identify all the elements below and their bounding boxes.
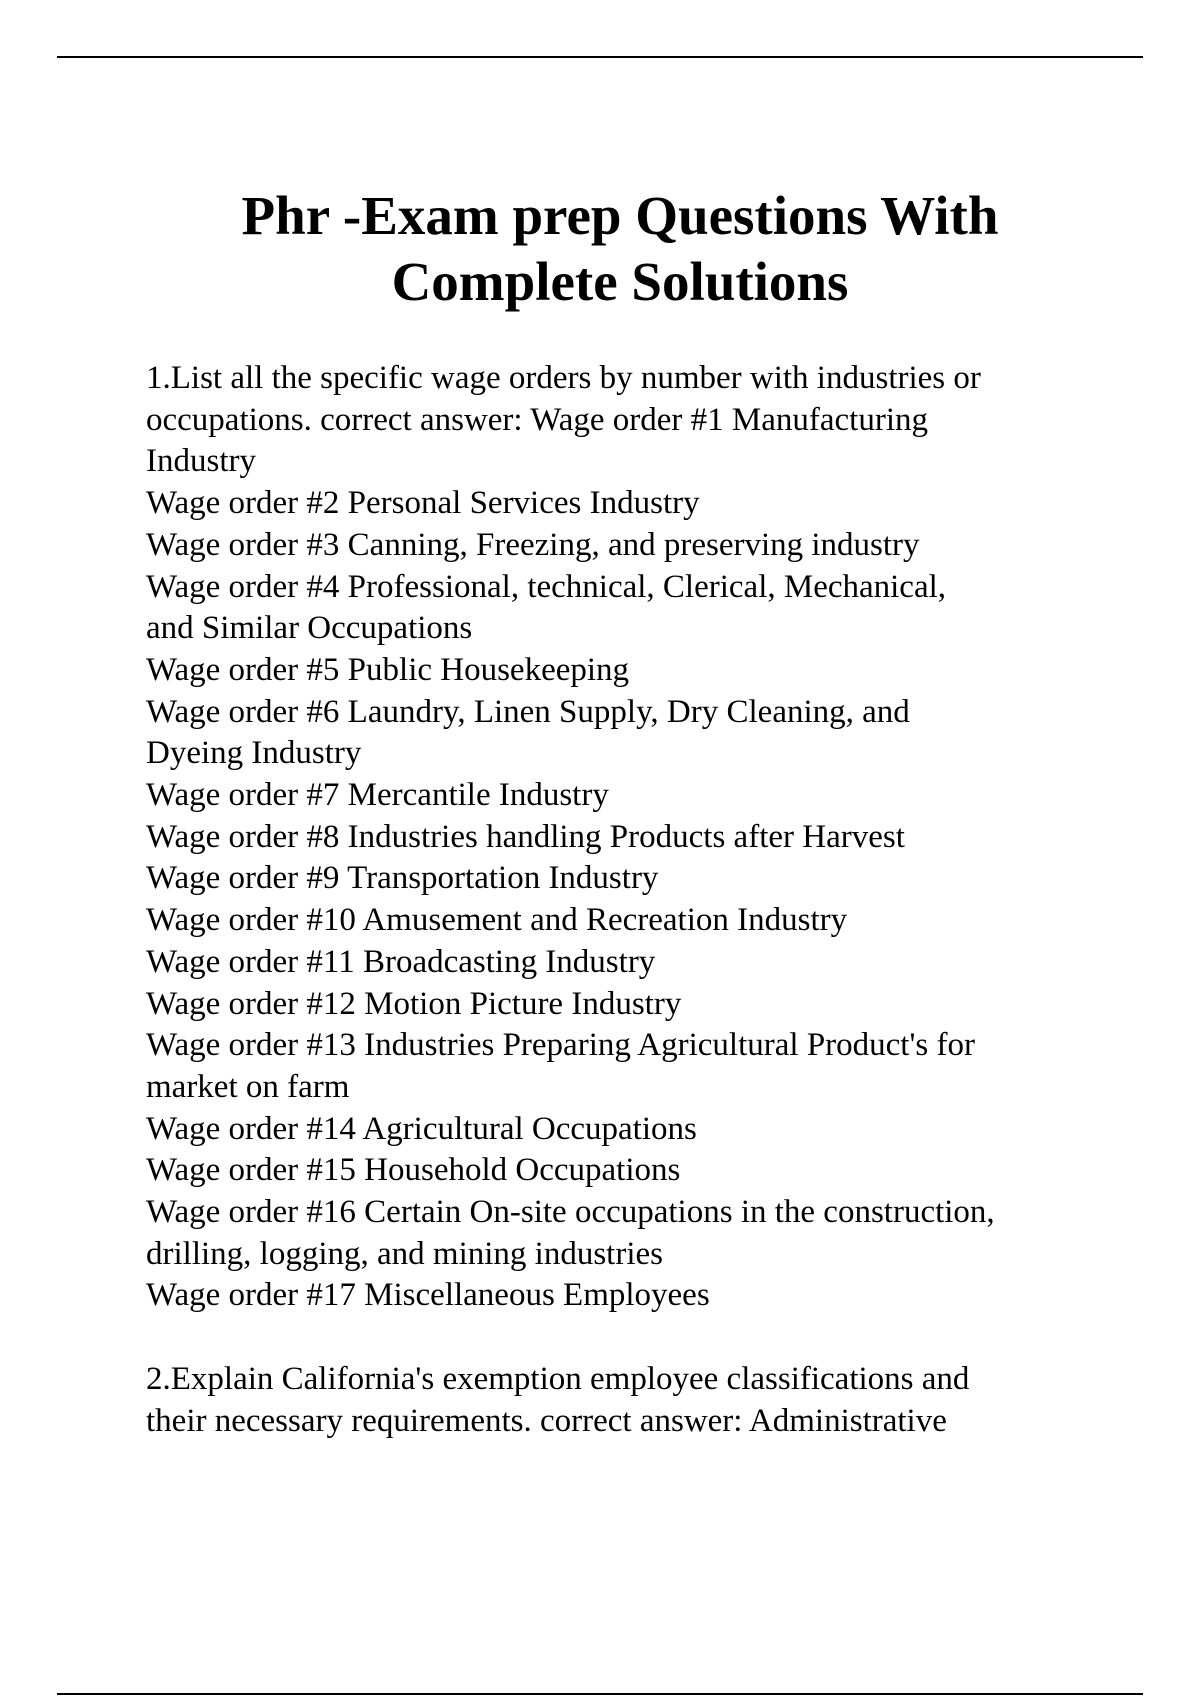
title-line: Phr -Exam prep Questions With (241, 185, 999, 246)
text-line: Wage order #10 Amusement and Recreation Industry (146, 902, 848, 939)
text-line: Wage order #17 Miscellaneous Employees (146, 1277, 710, 1314)
paragraph-gap (146, 1317, 1156, 1359)
text-line: Wage order #2 Personal Services Industry (146, 485, 700, 522)
text-line: Wage order #3 Canning, Freezing, and preserving industry (146, 526, 920, 563)
text-line: Wage order #16 Certain On-site occupations in the construction, (146, 1194, 995, 1231)
text-line: market on farm (146, 1068, 350, 1105)
text-line: Wage order #4 Professional, technical, Clerical, Mechanical, (146, 568, 947, 605)
text-line: Wage order #7 Mercantile Industry (146, 777, 609, 814)
text-line: their necessary requirements. correct answer: Administrative (146, 1402, 947, 1439)
question-1 (146, 358, 1156, 1317)
text-line: 2.Explain California's exemption employee classifications and (146, 1360, 970, 1397)
text-line: Wage order #12 Motion Picture Industry (146, 985, 682, 1022)
top-divider (57, 56, 1143, 58)
question-2 (146, 1359, 1156, 1442)
text-line: drilling, logging, and mining industries (146, 1235, 663, 1272)
text-line: Wage order #6 Laundry, Linen Supply, Dry Cleaning, and (146, 693, 910, 730)
text-line: Industry (146, 443, 256, 480)
text-line: Wage order #8 Industries handling Products after Harvest (146, 818, 905, 855)
text-line: Wage order #11 Broadcasting Industry (146, 943, 656, 980)
text-line: 1.List all the specific wage orders by number with industries or (146, 360, 981, 396)
document-title (0, 183, 1200, 315)
document-body (146, 358, 1156, 1442)
text-line: Wage order #14 Agricultural Occupations (146, 1110, 697, 1147)
text-line: occupations. correct answer: Wage order #1 Manufacturing (146, 401, 929, 438)
text-line: Dyeing Industry (146, 735, 362, 772)
text-line: Wage order #15 Household Occupations (146, 1152, 681, 1189)
text-line: and Similar Occupations (146, 610, 473, 647)
text-line: Wage order #9 Transportation Industry (146, 860, 659, 897)
bottom-divider (57, 1693, 1143, 1695)
text-line: Wage order #13 Industries Preparing Agricultural Product's for (146, 1027, 975, 1064)
text-line: Wage order #5 Public Housekeeping (146, 651, 630, 688)
title-line: Complete Solutions (391, 251, 849, 312)
